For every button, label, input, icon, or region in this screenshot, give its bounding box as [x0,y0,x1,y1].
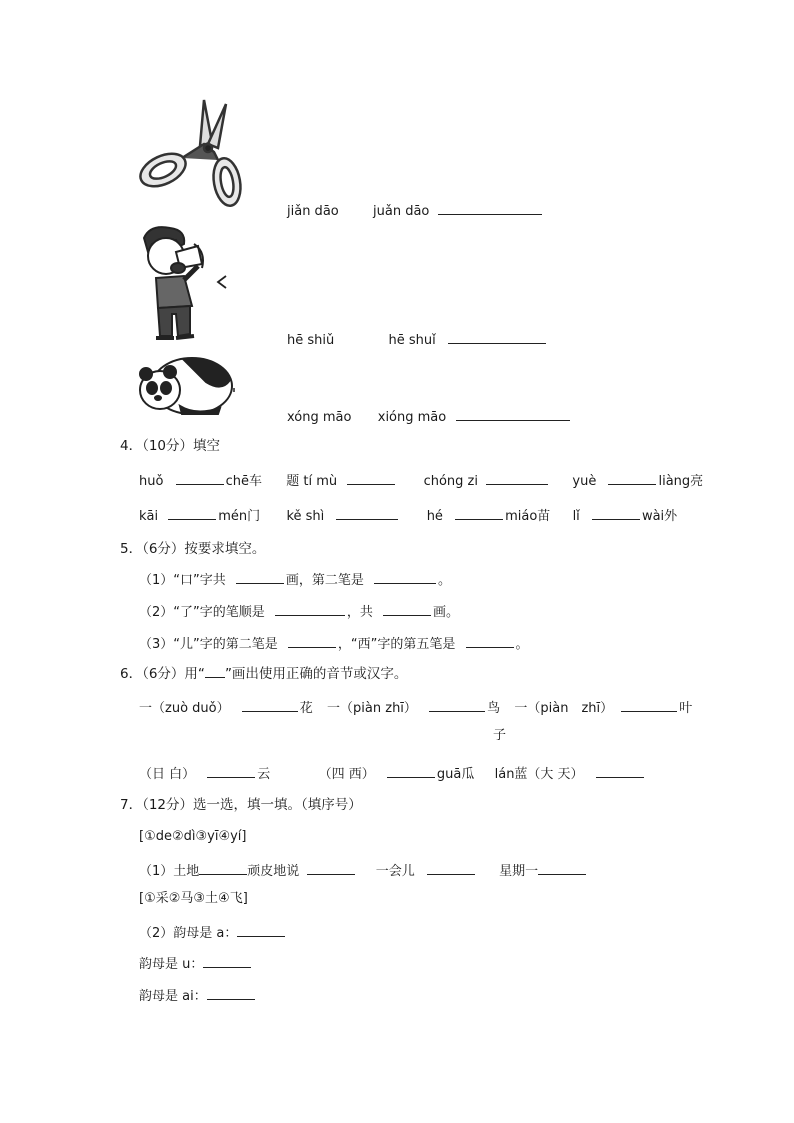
underline-sample [205,663,225,678]
answer-blank[interactable] [374,569,436,584]
pinyin-row-panda [287,406,570,427]
question-7-title: 7．（12分）选一选，填一填。（填序号） [120,797,362,813]
q7-options-1: [①de②dì③yī④yí] [139,829,247,844]
pinyin-option[interactable]: juǎn dāo [373,204,430,219]
pinyin-option[interactable]: jiǎn dāo [287,204,339,219]
q4-row-1: huǒ chē车 题 tí mù chóng zi yuè liàng亮 [139,470,703,491]
answer-blank[interactable] [429,697,485,712]
pinyin-option[interactable]: hē shuǐ [388,333,436,348]
answer-blank[interactable] [456,406,570,421]
answer-blank[interactable] [347,470,395,485]
answer-blank[interactable] [275,601,345,616]
q6-row-1: 一（zuò duǒ） 花 一（piàn zhī） 鸟 一（piàn zhī） 叶 [139,697,692,718]
answer-blank[interactable] [237,922,285,937]
question-4-title: 4．（10分）填空 [120,438,221,454]
q4-row-2: kāi mén门 kě shì hé miáo苗 lǐ wài外 [139,505,677,526]
pinyin-option[interactable]: hē shiǔ [287,333,335,348]
q7-line-1: （1）土地 顽皮地说 一会儿 星期一 [139,860,586,881]
q7-options-2: [①采②马③土④飞] [139,891,248,906]
answer-blank[interactable] [307,860,355,875]
q7-line-2: （2）韵母是 a： [139,922,285,943]
answer-blank[interactable] [538,860,586,875]
answer-blank[interactable] [207,763,255,778]
answer-blank[interactable] [438,200,542,215]
answer-blank[interactable] [242,697,298,712]
answer-blank[interactable] [387,763,435,778]
q7-line-3: 韵母是 u： [139,953,251,974]
answer-blank[interactable] [486,470,548,485]
pinyin-option[interactable]: xióng māo [377,410,447,425]
q7-line-4: 韵母是 ai： [139,985,255,1006]
drinking-boy-picture [136,222,232,342]
answer-blank[interactable] [608,470,656,485]
q6-row-1-wrap: 子 [493,728,507,743]
panda-picture [136,352,236,418]
scissors-picture [138,96,248,211]
answer-blank[interactable] [288,633,336,648]
q5-line-1: （1）“口”字共 画，第二笔是 。 [139,569,451,590]
answer-blank[interactable] [427,860,475,875]
answer-blank[interactable] [455,505,503,520]
answer-blank[interactable] [621,697,677,712]
pinyin-row-scissors [287,200,542,221]
q5-line-3: （3）“儿”字的第二笔是 ，“西”字的第五笔是 。 [139,633,529,654]
answer-blank[interactable] [596,763,644,778]
q5-line-2: （2）“了”字的笔顺是 ，共 画。 [139,601,459,622]
answer-blank[interactable] [383,601,431,616]
pinyin-row-drink [287,329,546,350]
answer-blank[interactable] [203,953,251,968]
answer-blank[interactable] [236,569,284,584]
answer-blank[interactable] [466,633,514,648]
answer-blank[interactable] [207,985,255,1000]
answer-blank[interactable] [199,860,247,875]
answer-blank[interactable] [176,470,224,485]
answer-blank[interactable] [448,329,546,344]
panda-icon [140,358,234,414]
answer-blank[interactable] [168,505,216,520]
question-6-title: 6．（6分）用“ ”画出使用正确的音节或汉字。 [120,663,407,683]
q6-row-2: （日 白） 云 （四 西） guā瓜 lán蓝（大 天） [139,763,644,784]
boy-drinking-icon [144,227,226,338]
answer-blank[interactable] [336,505,398,520]
question-5-title: 5．（6分）按要求填空。 [120,541,266,557]
pinyin-option[interactable]: xóng māo [287,410,352,425]
answer-blank[interactable] [592,505,640,520]
scissors-icon [138,100,244,208]
